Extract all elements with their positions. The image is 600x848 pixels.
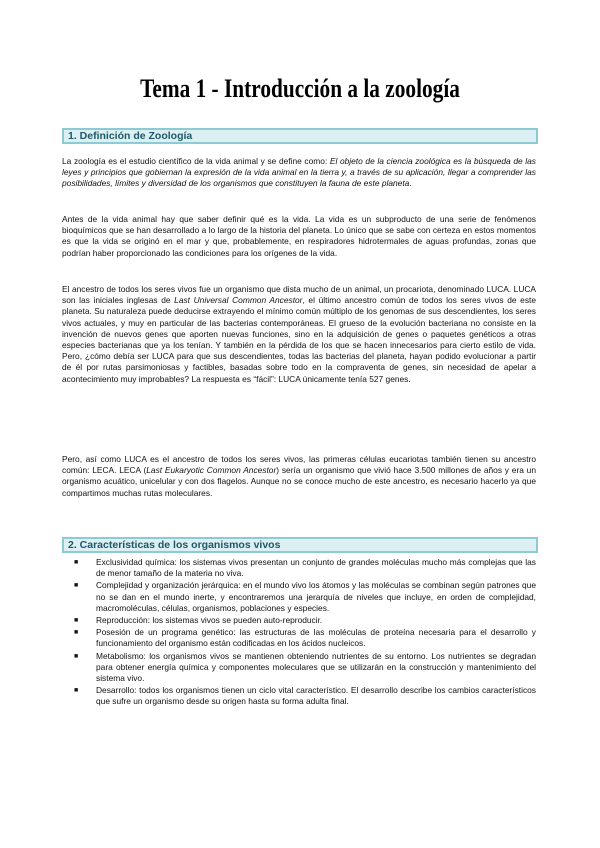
paragraph-vida: Antes de la vida animal hay que saber definir qué es la vida. La vida es un subproducto de una serie de fenómenos bioquímicos que se han desarrollado a lo largo de la historia del planeta. Lo único que se sabe con certeza en estos momentos es que la vida se originó en el mar y que, probablemente, en respiradores hidrotermales de aguas profundas, zonas que podrían haber proporcionado las condiciones para los orígenes de la vida.	[62, 214, 536, 258]
list-item-text: Desarrollo: todos los organismos tienen un ciclo vital característico. El desarrollo describe los cambios característicos que sufre un organismo desde su origen hasta su forma adulta final.	[96, 685, 536, 707]
paragraph-leca	[62, 454, 536, 499]
paragraph-end: .	[409, 178, 412, 189]
bullet-icon: ■	[74, 559, 79, 566]
list-item	[74, 557, 536, 579]
paragraph-italic-quote: El objeto de la ciencia zoológica es la búsqueda de las leyes y principios que gobiernan la expresión de la vida animal en la tierra y, a través de su aplicación, llegar a comprender las posibilidades, límites y diversidad de los organismos que constituyen la fauna de este planeta	[62, 156, 536, 189]
paragraph-text: La zoología es el estudio científico de la vida animal y se define como:	[62, 156, 330, 166]
paragraph-italic-term: Last Eukaryotic Common Ancestor	[146, 465, 277, 476]
page-title: Tema 1 - Introducción a la zoología	[140, 74, 460, 103]
section-heading-caracteristicas: 2. Características de los organismos vivos	[62, 537, 538, 553]
list-item-text: Posesión de un programa genético: las estructuras de las moléculas de proteína necesaria para el desarrollo y funcionamiento del organismo están codificadas en los ácidos nucleicos.	[96, 627, 536, 649]
list-item	[74, 580, 536, 614]
paragraph-italic-term: Last Universal Common Ancestor	[174, 295, 303, 306]
paragraph-text: , el último ancestro común de todos los seres vivos de este planeta. Su naturaleza puede deducirse extrayendo el mínimo común múltiplo de los genomas de sus descendientes, los seres vivos actuales, y muy en particular de las bacterias contemporáneas. El grueso de la evolución bacteriana no consiste en la invención de nuevos genes que aporten nuevas funciones, sino en la adquisición de genes o paquetes genéticos a otras especies bacterianas que ya los tenían. Y también en la pérdida de los que se hacen innecesarios para cierto estilo de vida. Pero, ¿cómo debía ser LUCA para que sus descendientes, todas las bacterias del planeta, hayan podido evolucionar a partir de él por rutas parsimoniosas y factibles, basadas sobre todo en la compraventa de genes, sin necesidad de apelar a acontecimiento muy improbables? La respuesta es “fácil”: LUCA únicamente tenía 527 genes.	[62, 295, 536, 384]
paragraph-luca	[62, 284, 536, 385]
paragraph-text: ) sería un organismo que vivió hace 3.500 millones de años y era un organismo acuático, unicelular y con dos flagelos. Aunque no se conoce mucho de este ancestro, es necesario hacerlo ya que compartimos muchas rutas moleculares.	[62, 465, 536, 498]
bullet-icon: ■	[74, 617, 79, 625]
bullet-icon: ■	[74, 687, 79, 695]
section-heading-definicion: 1. Definición de Zoología	[62, 128, 538, 144]
list-item-text: Exclusividad química: los sistemas vivos presentan un conjunto de grandes moléculas mucho más complejas que las de menor tamaño de la materia no viva.	[96, 557, 536, 579]
bullet-icon: ■	[74, 582, 79, 590]
bullet-icon: ■	[74, 652, 79, 660]
list-item	[74, 685, 536, 707]
paragraph-text: Pero, así como LUCA es el ancestro de todos los seres vivos, las primeras células eucariotas también tienen su ancestro común: LECA. LECA (	[62, 454, 536, 476]
list-item	[74, 650, 536, 685]
bullet-icon: ■	[74, 629, 79, 637]
list-item-text: Metabolismo: los organismos vivos se mantienen obteniendo nutrientes de su entorno. Los nutrientes se degradan para obtener energía química y componentes moleculares que se utilizarán en la construcción y mantenimiento del sistema vivo.	[96, 650, 536, 684]
paragraph-text: El ancestro de todos los seres vivos fue un organismo que dista mucho de un animal, un procariota, denominado LUCA. LUCA son las iniciales inglesas de	[62, 284, 536, 306]
characteristics-list	[74, 557, 536, 709]
list-item	[74, 615, 536, 626]
list-item-text: Reproducción: los sistemas vivos se pueden auto-reproducir.	[96, 615, 323, 626]
list-item	[74, 627, 536, 649]
paragraph-definition	[62, 156, 536, 190]
list-item-text: Complejidad y organización jerárquica: en el mundo vivo los átomos y las moléculas se combinan según patrones que no se dan en el mundo inerte, y encontraremos una jerarquía de niveles que incluye, en orden de complejidad, macromoléculas, células, organismos, poblaciones y especies.	[96, 580, 536, 613]
